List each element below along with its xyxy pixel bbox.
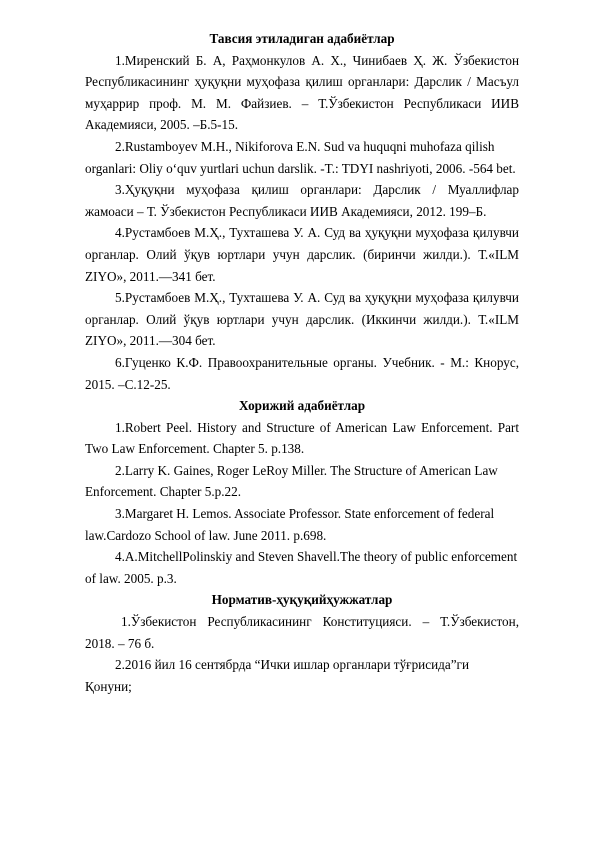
document-page — [85, 28, 519, 697]
section-heading-normative-documents: Норматив-ҳуқуқийҳужжатлар — [211, 592, 393, 608]
reference-item: 1.Ўзбекистон Республикасининг Конституцияси. – Т.Ўзбекистон, 2018. – 76 б. — [85, 614, 519, 651]
reference-item: 5.Рустамбоев М.Ҳ., Тухташева У. А. Суд ва ҳуқуқни муҳофаза қилувчи органлар. Олий ўқув юртлари учун дарслик. (Иккинчи жилди.). Т.«ILM ZIYO», 2011.—304 бет. — [85, 290, 519, 349]
section-heading-foreign-literature: Хорижий адабиётлар — [238, 398, 366, 414]
reference-item: 4.A.MitchellPolinskiy and Steven Shavell.The theory of public enforcement of law. 2005. p.3. — [85, 549, 518, 586]
reference-item: 2.2016 йил 16 сентябрда “Ички ишлар органлари тўғрисида”ги Қонуни; — [85, 657, 470, 694]
reference-item: 4.Рустамбоев М.Ҳ., Тухташева У. А. Суд ва ҳуқуқни муҳофаза қилувчи органлар. Олий ўқув юртлари учун дарслик. (биринчи жилди.). Т.«ILM ZIYO», 2011.—341 бет. — [85, 225, 519, 284]
reference-item: 2.Rustamboyev M.H., Nikiforova E.N. Sud va huquqni muhofaza qilish organlari: Oliy o‘quv yurtlari uchun darslik. -T.: TDYI nashriyoti, 2006. -564 bet. — [85, 138, 516, 176]
reference-item: 3.Margaret H. Lemos. Associate Professor. State enforcement of federal law.Cardozo School of law. June 2011. p.698. — [85, 506, 495, 543]
reference-item: 3.Ҳуқуқни муҳофаза қилиш органлари: Дарслик / Муаллифлар жамоаси – Т. Ўзбекистон Республикаси ИИВ Академияси, 2012. 199–Б. — [85, 182, 519, 219]
reference-item: 1.Robert Peel. History and Structure of American Law Enforcement. Part Two Law Enforcement. Chapter 5. p.138. — [85, 419, 519, 457]
reference-item: 6.Гуценко К.Ф. Правоохранительные органы. Учебник. - М.: Кнорус, 2015. –С.12-25. — [85, 354, 519, 392]
section-heading-recommended-literature: Тавсия этиладиган адабиётлар — [209, 31, 395, 46]
reference-item: 2.Larry K. Gaines, Roger LeRoy Miller. The Structure of American Law Enforcement. Chapter 5.p.22. — [85, 462, 498, 500]
reference-item: 1.Миренский Б. А, Раҳмонкулов А. Х., Чинибаев Ҳ. Ж. Ўзбекистон Республикасининг ҳуқуқни муҳофаза қилиш органлари: Дарслик / Масъул муҳаррир проф. М. М. Файзиев. – Т.Ўзбекистон Республикаси ИИВ Академияси, 2005. –Б.5-15. — [85, 52, 519, 133]
